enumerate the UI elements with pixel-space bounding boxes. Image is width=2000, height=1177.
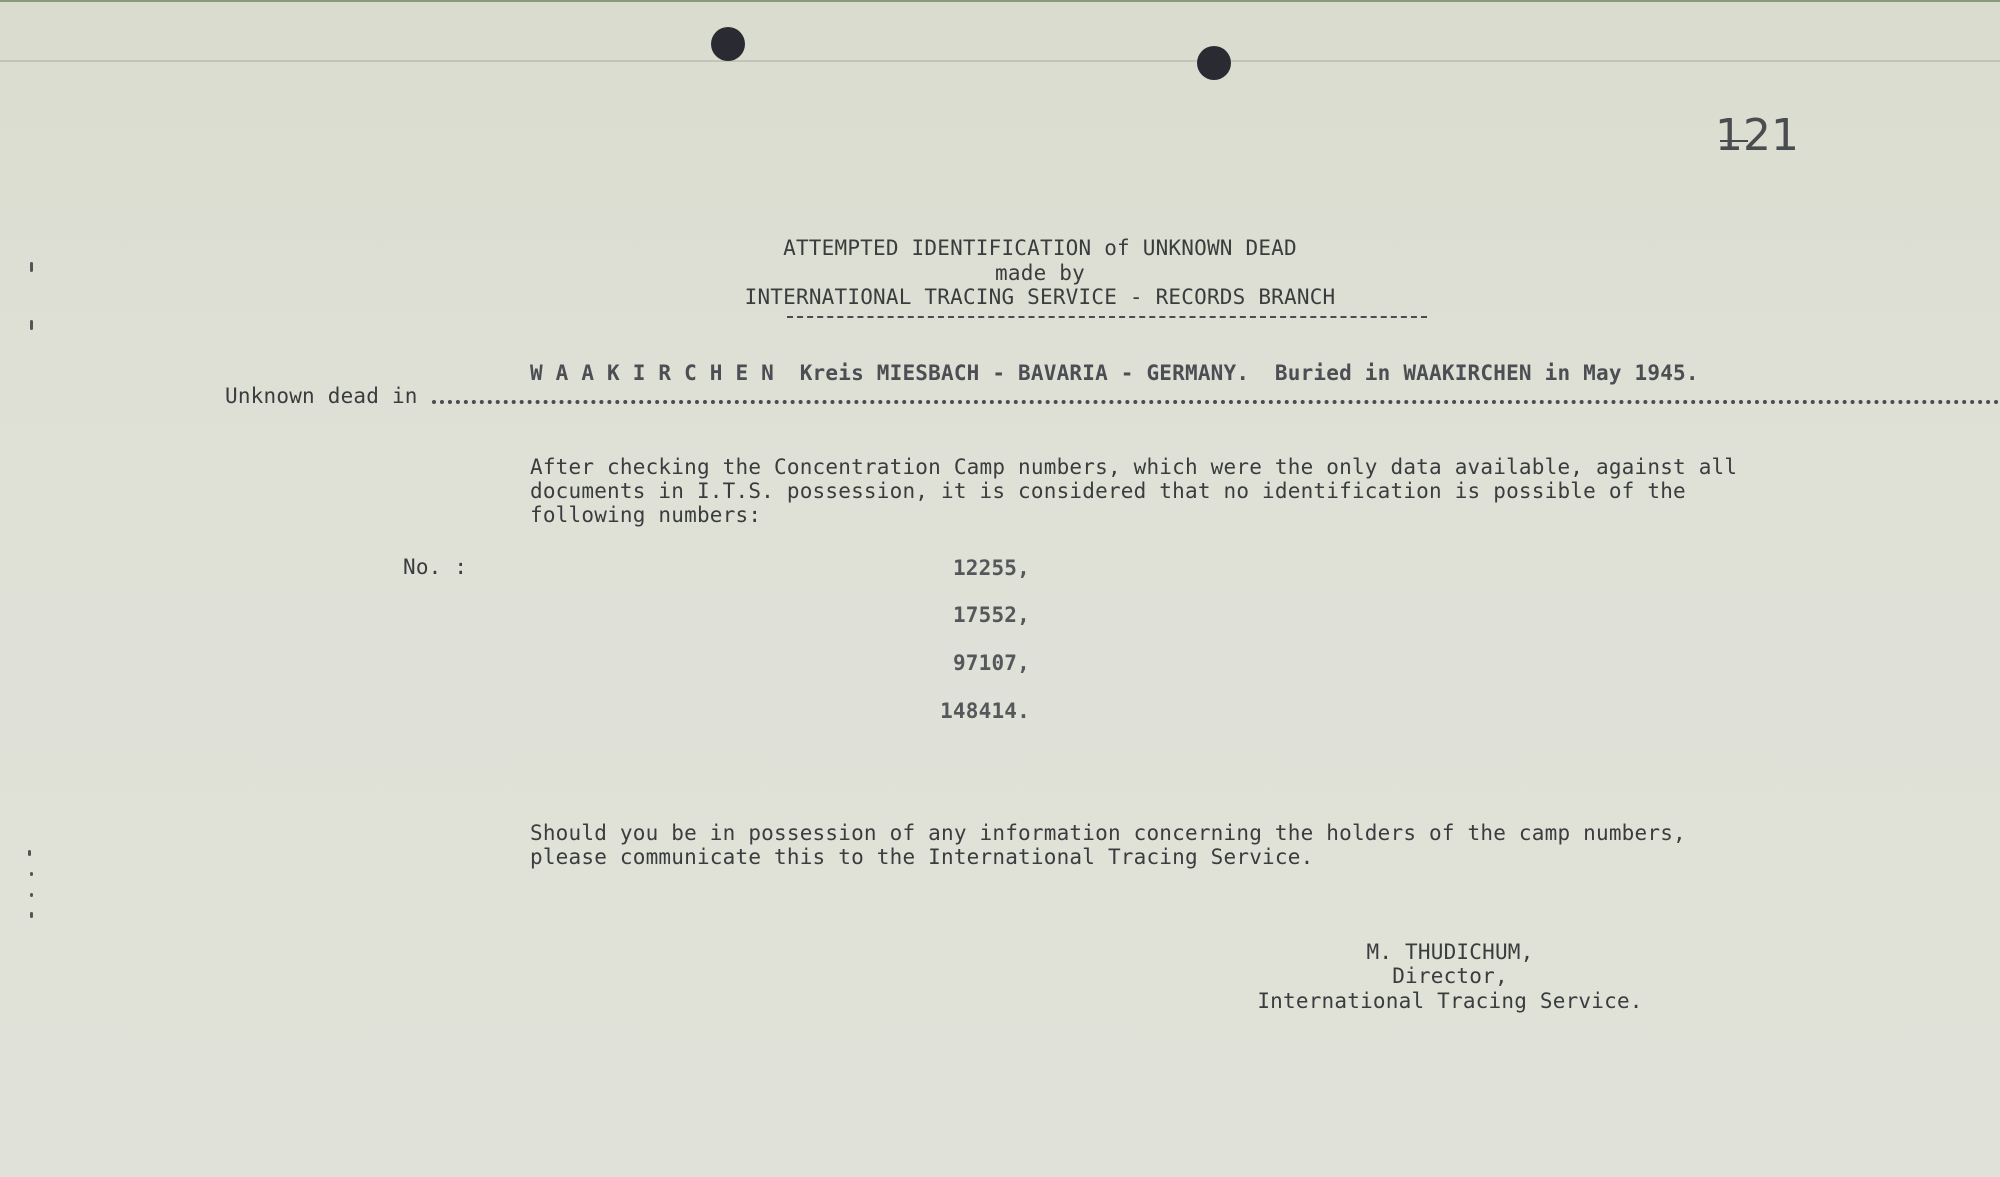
paragraph-line: Should you be in possession of any information concerning the holders of the camp numbers, — [530, 821, 1686, 845]
paragraph-line: After checking the Concentration Camp numbers, which were the only data available, against all — [530, 455, 1738, 479]
signature-title: Director, — [1392, 964, 1508, 988]
punch-hole — [1197, 46, 1231, 80]
paragraph-line: please communicate this to the International Tracing Service. — [530, 845, 1314, 869]
dot-leader — [432, 400, 2000, 404]
edge-mark — [30, 872, 33, 876]
camp-number: 148414. — [940, 699, 1030, 723]
edge-mark — [30, 320, 33, 330]
heading-made-by: made by — [995, 261, 1085, 285]
numbers-label: No. : — [403, 555, 468, 579]
edge-mark — [30, 893, 33, 897]
punch-hole — [711, 27, 745, 61]
signature-organization: International Tracing Service. — [1257, 989, 1643, 1013]
location-label: Unknown dead in — [225, 384, 418, 408]
paragraph-line: documents in I.T.S. possession, it is considered that no identification is possible of the — [530, 479, 1686, 503]
camp-number: 97107, — [952, 651, 1030, 675]
edge-mark — [28, 850, 31, 856]
signature-name: M. THUDICHUM, — [1366, 940, 1534, 964]
paragraph-line: following numbers: — [530, 503, 762, 527]
folio-number: 121 — [1715, 110, 1799, 161]
camp-number: 17552, — [952, 603, 1030, 627]
edge-mark — [30, 912, 33, 918]
heading-rule — [787, 316, 1427, 318]
location-value: W A A K I R C H E N Kreis MIESBACH - BAVARIA - GERMANY. Buried in WAAKIRCHEN in May 1945. — [530, 361, 1699, 385]
heading-title: ATTEMPTED IDENTIFICATION of UNKNOWN DEAD — [783, 236, 1297, 260]
heading-organization: INTERNATIONAL TRACING SERVICE - RECORDS BRANCH — [744, 285, 1336, 309]
camp-number: 12255, — [952, 556, 1030, 580]
